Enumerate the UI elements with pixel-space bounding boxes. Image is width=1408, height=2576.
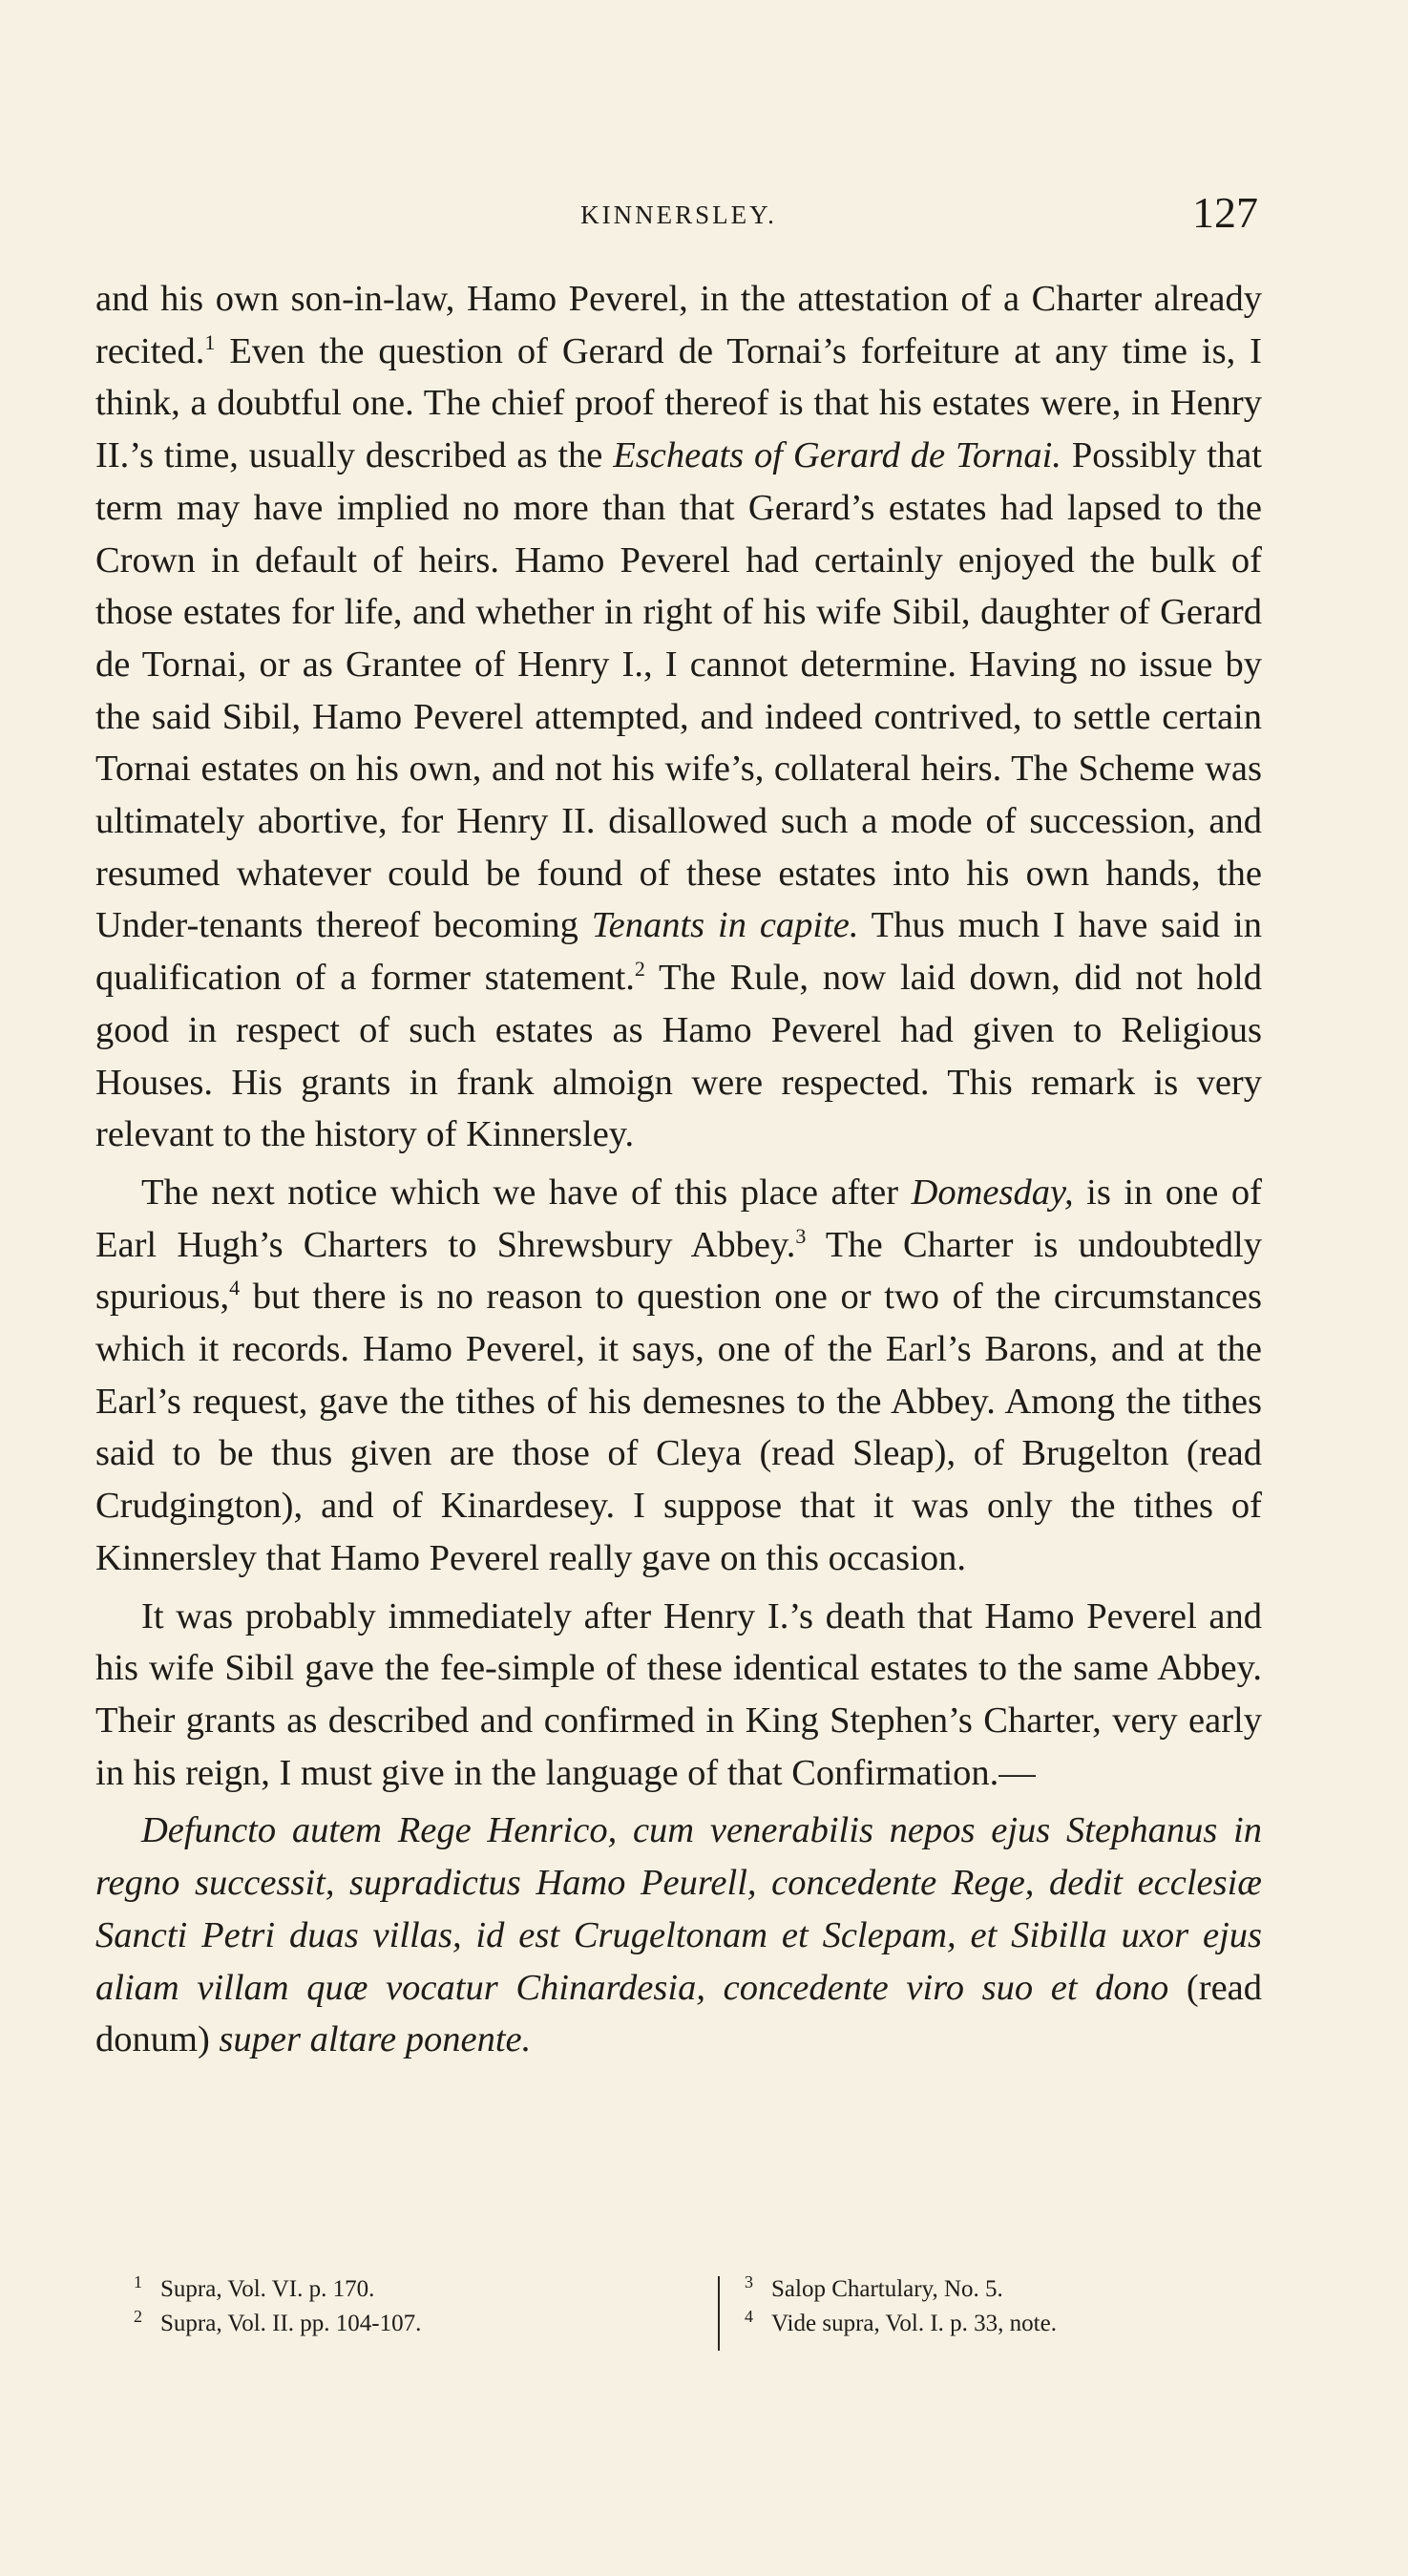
text-run: It was probably immediately after Henry I.’s death that Hamo Peverel and his wife Sibil gave the fee-simple of these identical estates to the same Abbey. Their grants as described and confirmed in King Stephen’s Charter, very early in his reign, I must give in the language of that Confirmation.— xyxy=(95,1595,1262,1793)
italic-run: Escheats of Gerard de Tornai. xyxy=(613,435,1061,476)
italic-run: Domesday, xyxy=(911,1172,1074,1213)
body-text xyxy=(95,273,1262,2066)
footnote-3: 3 Salop Chartulary, No. 5. xyxy=(745,2271,1003,2302)
footnote-4: 4 Vide supra, Vol. I. p. 33, note. xyxy=(745,2306,1057,2336)
text-run: and his own son-in-law, Hamo Peverel, in the attestation of a Charter already recited. xyxy=(95,279,1262,371)
paragraph-1 xyxy=(95,273,1262,1161)
running-title: KINNERSLEY. xyxy=(580,201,777,229)
footnote-ref-3: 3 xyxy=(795,1223,807,1248)
italic-run: Defuncto autem Rege Henrico, cum venerabilis nepos ejus Stephanus in regno successit, supradictus Hamo Peurell, concedente Rege, dedit ecclesiæ Sancti Petri duas villas, id est Crugeltonam et Sclepam, et Sibilla uxor ejus aliam villam quæ vocatur Chinardesia, concedente viro suo et dono xyxy=(95,1810,1262,2008)
footnotes xyxy=(134,2272,1222,2358)
page-number: 127 xyxy=(1192,188,1258,237)
page-header xyxy=(95,187,1262,244)
footnote-text: Supra, Vol. II. pp. 104-107. xyxy=(160,2311,422,2336)
footnotes-left-column xyxy=(134,2272,630,2341)
footnote-text: Supra, Vol. VI. p. 170. xyxy=(160,2276,375,2302)
footnote-divider xyxy=(718,2276,720,2351)
text-run: (read donum) xyxy=(95,1967,1262,2060)
footnote-text: Salop Chartulary, No. 5. xyxy=(771,2276,1003,2302)
italic-run: Tenants in capite. xyxy=(591,905,859,946)
latin-quotation xyxy=(95,1805,1262,2066)
text-run: The Charter is undoubtedly spurious, xyxy=(95,1224,1262,1318)
footnote-ref-2: 2 xyxy=(634,957,645,982)
footnote-ref-1: 1 xyxy=(204,329,216,354)
text-run: Possibly that term may have implied no more than that Gerard’s estates had lapsed to the Crown in default of heirs. Hamo Peverel had certainly enjoyed the bulk of those estates for life, and whether in right of his wife Sibil, daughter of Gerard de Tornai, or as Grantee of Henry I., I cannot determine. Having no issue by the said Sibil, Hamo Peverel attempted, and indeed contrived, to settle certain Tornai estates on his own, and not his wife’s, collateral heirs. The Scheme was ultimately abortive, for Henry II. disallowed such a mode of succession, and resumed whatever could be found of these estates into his own hands, the Under-tenants thereof becoming xyxy=(95,435,1262,946)
footnote-text: Vide supra, Vol. I. p. 33, note. xyxy=(771,2311,1057,2336)
footnotes-right-column xyxy=(745,2272,1241,2341)
paragraph-2 xyxy=(95,1167,1262,1585)
footnote-2: 2 Supra, Vol. II. pp. 104-107. xyxy=(134,2306,422,2336)
text-run: is in one of Earl Hugh’s Charters to Shrewsbury Abbey. xyxy=(95,1172,1262,1265)
footnote-ref-4: 4 xyxy=(229,1276,241,1300)
text-run: Even the question of Gerard de Tornai’s forfeiture at any time is, I think, a doubtful one. The chief proof thereof is that his estates were, in Henry II.’s time, usually described as the xyxy=(95,330,1262,476)
text-run: The Rule, now laid down, did not hold good in respect of such estates as Hamo Peverel had given to Religious Houses. His grants in frank almoign were respected. This remark is very relevant to the history of Kinnersley. xyxy=(95,958,1262,1155)
footnote-1: 1 Supra, Vol. VI. p. 170. xyxy=(134,2271,375,2302)
paragraph-3 xyxy=(95,1591,1262,1800)
text-run: Thus much I have said in qualification of a former statement. xyxy=(95,905,1262,999)
text-run: but there is no reason to question one or two of the circumstances which it records. Hamo Peverel, it says, one of the Earl’s Barons, and at the Earl’s request, gave the tithes of his demesnes to the Abbey. Among the tithes said to be thus given are those of Cleya (read Sleap), of Brugelton (read Crudgington), and of Kinardesey. I suppose that it was only the tithes of Kinnersley that Hamo Peverel really gave on this occasion. xyxy=(95,1277,1262,1578)
italic-run: super altare ponente. xyxy=(219,2019,532,2060)
text-run: The next notice which we have of this place after xyxy=(141,1172,912,1213)
